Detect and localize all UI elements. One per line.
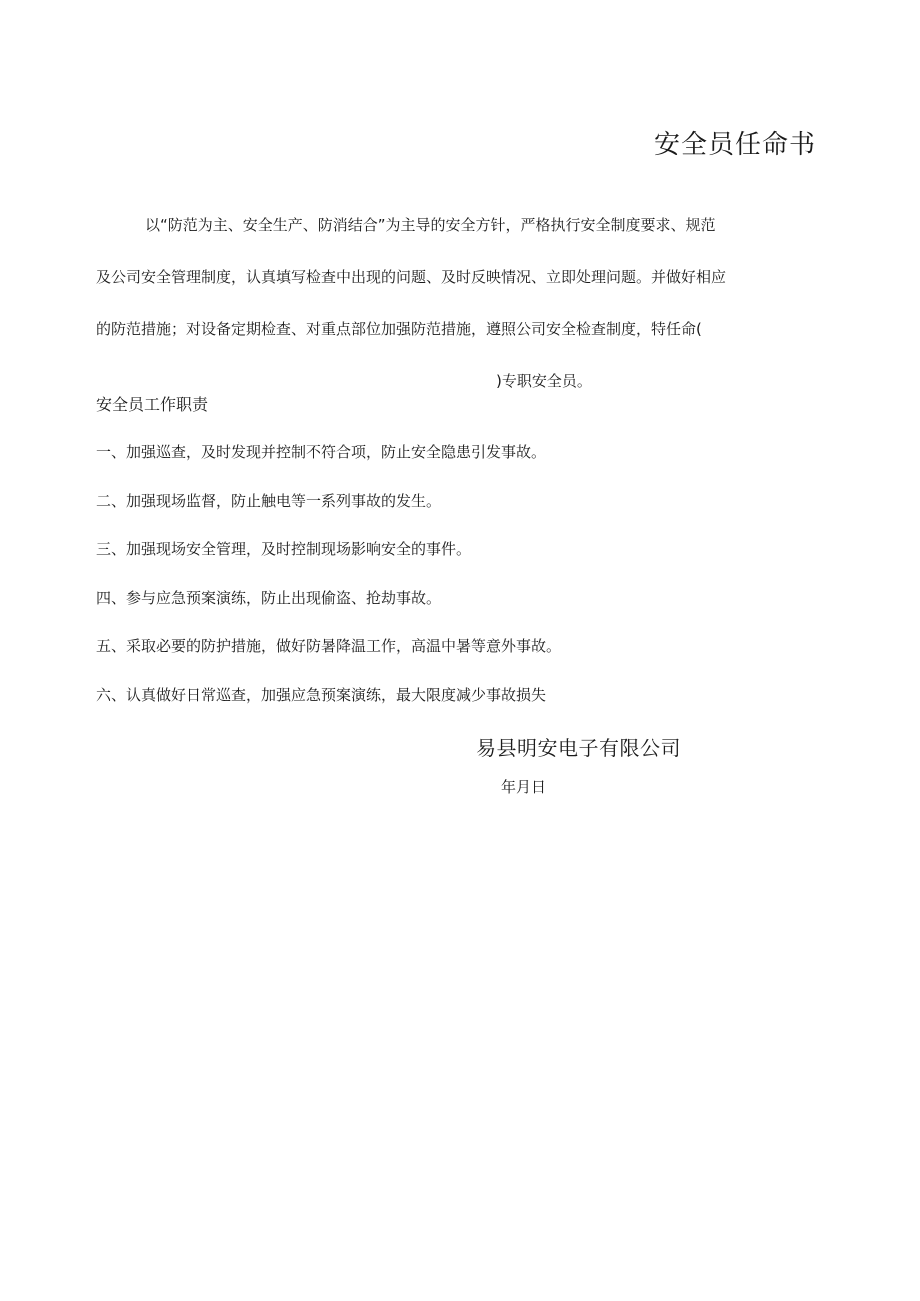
intro-line-4: )专职安全员。 — [496, 372, 592, 390]
intro-paragraph — [96, 199, 816, 407]
document-title: 安全员任命书 — [654, 130, 817, 160]
intro-line-3: 的防范措施；对设备定期检查、对重点部位加强防范措施，遵照公司安全检查制度，特任命( — [96, 320, 702, 338]
duty-item-4: 四、参与应急预案演练，防止出现偷盗、抢劫事故。 — [96, 588, 442, 607]
duty-item-2: 二、加强现场监督，防止触电等一系列事故的发生。 — [96, 491, 442, 510]
duty-list — [96, 440, 561, 732]
duty-item-6: 六、认真做好日常巡查，加强应急预案演练，最大限度减少事故损失 — [96, 685, 547, 704]
company-name: 易县明安电子有限公司 — [476, 736, 681, 760]
intro-line-1: 以“防范为主、安全生产、防消结合”为主导的安全方针，严格执行安全制度要求、规范 — [145, 216, 716, 234]
duties-heading: 安全员工作职责 — [96, 395, 209, 414]
intro-line-2: 及公司安全管理制度，认真填写检查中出现的问题、及时反映情况、立即处理问题。并做好相应 — [96, 268, 727, 286]
duty-item-5: 五、采取必要的防护措施，做好防暑降温工作，高温中暑等意外事故。 — [96, 637, 562, 656]
duty-item-3: 三、加强现场安全管理，及时控制现场影响安全的事件。 — [96, 540, 472, 559]
signature-date: 年月日 — [501, 778, 547, 796]
duty-item-1: 一、加强巡查，及时发现并控制不符合项，防止安全隐患引发事故。 — [96, 443, 547, 461]
